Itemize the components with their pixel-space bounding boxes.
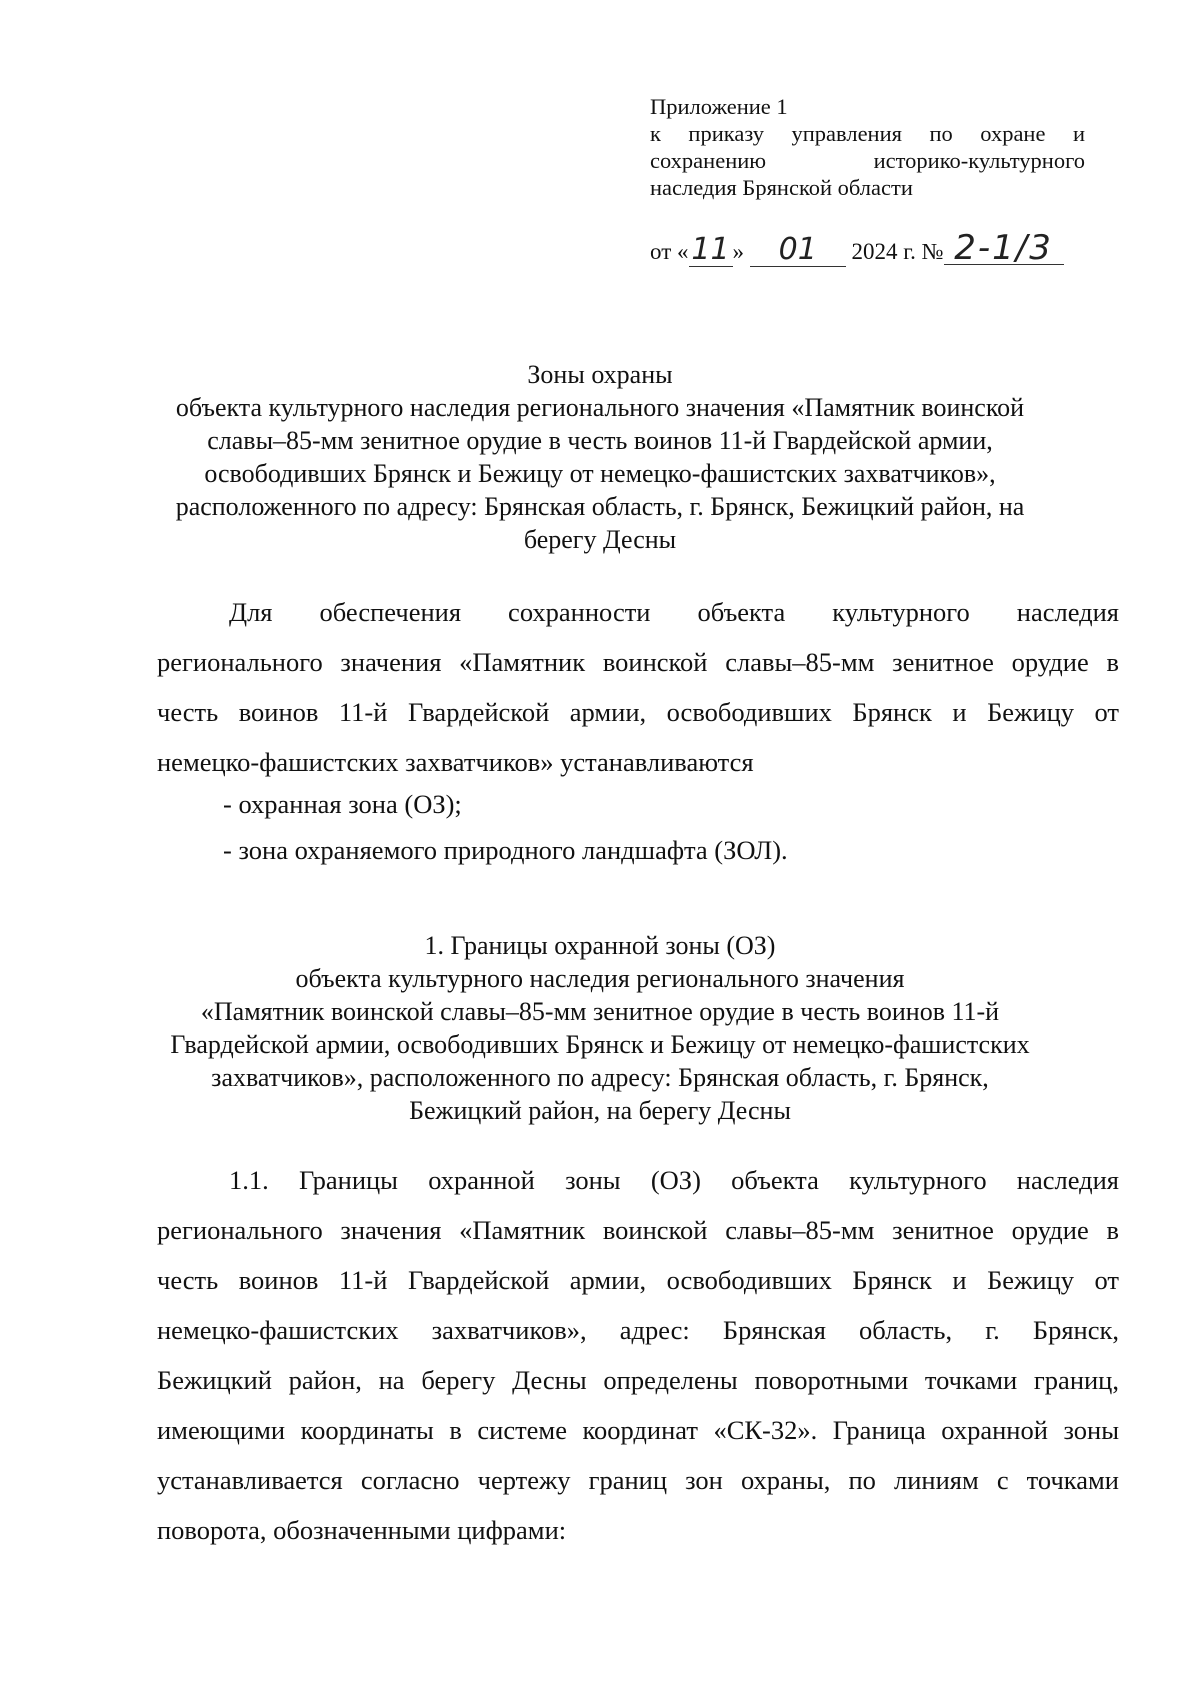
paragraph-line: имеющими координаты в системе координат «СК-32». Граница охранной зоны (157, 1415, 1119, 1445)
paragraph-line: честь воинов 11-й Гвардейской армии, освободивших Брянск и Бежицу от (157, 1265, 1119, 1295)
intro-paragraph (157, 587, 1119, 787)
paragraph-line: Бежицкий район, на берегу Десны определены поворотными точками границ, (157, 1365, 1119, 1395)
paragraph-line: немецко-фашистских захватчиков», адрес: Брянская область, г. Брянск, (157, 1315, 1119, 1345)
paragraph-line: честь воинов 11-й Гвардейской армии, освободивших Брянск и Бежицу от (157, 697, 1119, 727)
paragraph-line: регионального значения «Памятник воинской славы–85-мм зенитное орудие в (157, 1215, 1119, 1245)
appendix-line: сохранению историко-культурного (650, 148, 1085, 173)
section-heading-line: Бежицкий район, на берегу Десны (409, 1096, 791, 1125)
title-line: берегу Десны (523, 525, 677, 554)
appendix-title: Приложение 1 (650, 94, 788, 119)
paragraph-line: немецко-фашистских захватчиков» устанавливаются (157, 747, 754, 777)
title-line: объекта культурного наследия регионального значения «Памятник воинской (175, 393, 1025, 422)
paragraph-line: 1.1. Границы охранной зоны (ОЗ) объекта культурного наследия (229, 1165, 1119, 1195)
zones-list-item: - зона охраняемого природного ландшафта (ЗОЛ). (223, 835, 788, 865)
section-heading-line: захватчиков», расположенного по адресу: Брянская область, г. Брянск, (211, 1063, 989, 1092)
zones-list-item: - охранная зона (ОЗ); (223, 789, 462, 819)
date-year-label: 2024 г. № (851, 239, 944, 264)
section-heading-line: «Памятник воинской славы–85-мм зенитное орудие в честь воинов 11-й (200, 997, 1000, 1026)
document-title (150, 358, 1050, 556)
section1-heading (150, 929, 1050, 1127)
date-close-quote: » (732, 239, 744, 264)
appendix-block (650, 93, 1085, 201)
paragraph-line: Для обеспечения сохранности объекта культурного наследия (229, 597, 1119, 627)
handwritten-order-number: 2-1/3 (944, 232, 1064, 265)
paragraph-line: устанавливается согласно чертежу границ зон охраны, по линиям с точками (157, 1465, 1119, 1495)
title-line: освободивших Брянск и Бежицу от немецко-фашистских захватчиков», (204, 459, 996, 488)
title-line: Зоны охраны (527, 360, 673, 389)
order-date-line (650, 228, 1100, 272)
section-heading-line: объекта культурного наследия регионального значения (295, 964, 905, 993)
date-prefix: от « (650, 239, 689, 264)
section-heading-line: Гвардейской армии, освободивших Брянск и Бежицу от немецко-фашистских (170, 1030, 1030, 1059)
appendix-line: наследия Брянской области (650, 175, 913, 200)
paragraph-line: поворота, обозначенными цифрами: (157, 1515, 567, 1545)
appendix-line: к приказу управления по охране и (650, 121, 1085, 146)
title-line: расположенного по адресу: Брянская область, г. Брянск, Бежицкий район, на (175, 492, 1025, 521)
title-line: славы–85-мм зенитное орудие в честь воинов 11-й Гвардейской армии, (207, 426, 993, 455)
paragraph-line: регионального значения «Памятник воинской славы–85-мм зенитное орудие в (157, 647, 1119, 677)
handwritten-month: 01 (750, 234, 846, 267)
section1-paragraph (157, 1155, 1119, 1555)
handwritten-day: 11 (689, 234, 733, 267)
section-heading-line: 1. Границы охранной зоны (ОЗ) (424, 931, 776, 960)
